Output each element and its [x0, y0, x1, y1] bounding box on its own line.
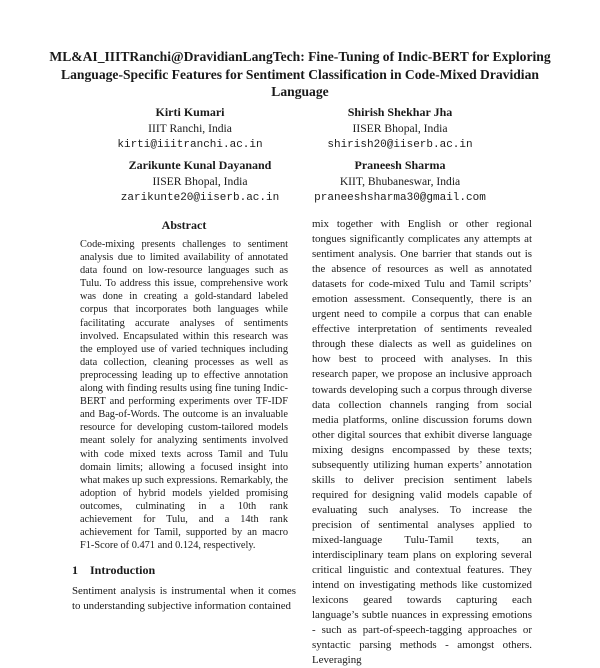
author-affiliation: IIIT Ranchi, India — [148, 121, 232, 135]
author-block — [90, 157, 310, 207]
author-name: Praneesh Sharma — [354, 158, 446, 172]
section-heading — [72, 563, 296, 577]
author-block — [300, 104, 500, 154]
left-column — [72, 218, 296, 614]
author-email: praneeshsharma30@gmail.com — [314, 192, 486, 204]
paper-title: ML&AI_IIITRanchi@DravidianLangTech: Fine-Tuning of Indic-BERT for Exploring Language-Specific Features for Sentiment Classification in Code-Mixed Dravidian Language — [49, 49, 551, 99]
author-affiliation: IISER Bhopal, India — [152, 174, 248, 188]
abstract-heading: Abstract — [161, 218, 207, 232]
author-email: kirti@iiitranchi.ac.in — [117, 139, 263, 151]
author-affiliation: KIIT, Bhubaneswar, India — [339, 174, 461, 188]
author-name: Kirti Kumari — [155, 105, 225, 119]
author-block — [290, 157, 510, 207]
intro-paragraph-left: Sentiment analysis is instrumental when it comes to understanding subjective information contained — [72, 585, 296, 613]
right-column — [312, 217, 532, 668]
abstract-text: Code-mixing presents challenges to sentiment analysis due to limited availability of annotated data found on low-resource languages such as Tulu. To address this issue, comprehensive work was done in creating a gold-standard labeled corpus that incorporates both languages while facilitating accurate analyses of sentiments involved. Encapsulated within this research was the employed use of varied techniques including data collection, cleaning processes as well as preprocessing leading up to effective annotation along with finding results using fine tuning Indic-BERT and performing experiments over TF-IDF and Bag-of-Words. The outcome is an invaluable resource for developing custom-tailored models meant solely for analyzing sentiments involved with code mixed texts across Tamil and Tulu domain limits; allowing a focused insight into what makes up such expressions. Remarkably, the adoption of hybrid models yielded promising outcomes, culminating in a 10th rank achievement for Tulu, and a 14th rank achievement for Tamil, supported by an macro F1-Score of 0.471 and 0.124, respectively. — [80, 239, 288, 552]
author-block — [80, 104, 300, 154]
author-email: zarikunte20@iiserb.ac.in — [120, 192, 280, 204]
author-email: shirish20@iiserb.ac.in — [327, 139, 473, 151]
author-name: Zarikunte Kunal Dayanand — [128, 158, 272, 172]
author-name: Shirish Shekhar Jha — [347, 105, 453, 119]
intro-paragraph-right: mix together with English or other regional tongues significantly complicates any attempts at sentiment analysis. One barrier that stands out is the absence of resources as well as annotated datasets for code-mixed Tulu and Tamil scripts’ emotion assessment. Consequently, there is an urgent need to compile a corpus that can enable effective interpretation of sentiments revealed through these dialects as well as guidelines on how best to proceed with analyses. In this research paper, we propose an inclusive approach towards developing such a corpus through diverse data collection channels ranging from social media platforms, online discussion forums down other digital sources that exhibit diverse language mixing designs encompassed by these texts; subsequently utilizing human experts’ annotation skills to deliver precision sentiment labels required for designing valid models capable of evaluating such analyses. To increase the precision of sentimental analyses applied to mixed-language Tulu-Tamil texts, an interdisciplinary team plans on exploring several critical linguistic and contextual features. They intend on investigating methods like customized lexicons geared towards capturing each language’s subtle nuances in expressing emotions - such as part-of-speech-tagging approaches or syntactic parsing methods - amongst others. Leveraging — [312, 218, 532, 667]
section-number: 1 — [72, 563, 78, 578]
section-title: Introduction — [90, 563, 156, 578]
author-affiliation: IISER Bhopal, India — [352, 121, 448, 135]
